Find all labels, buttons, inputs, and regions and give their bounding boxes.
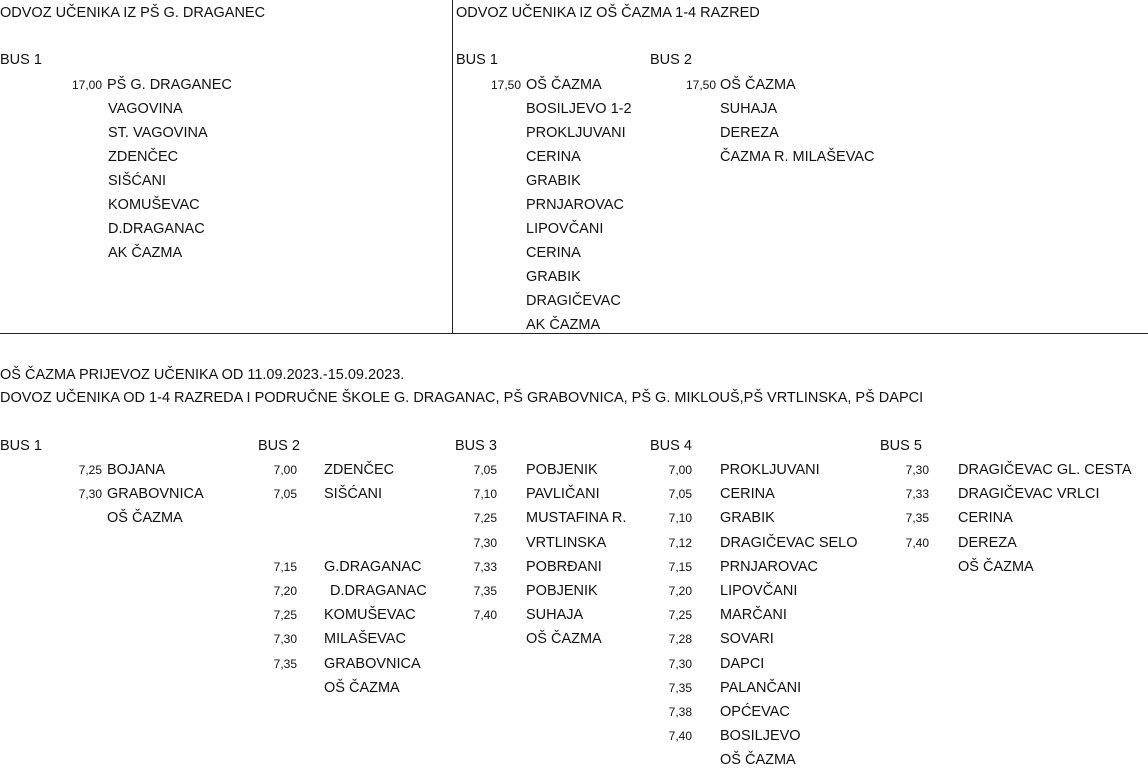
stop-time: 7,35 <box>668 680 692 695</box>
top-right-bus1-label: BUS 1 <box>456 52 498 68</box>
stop-name: GRABOVNICA <box>107 486 204 503</box>
stop-time: 7,20 <box>273 584 297 598</box>
bottom-bus2-label: BUS 2 <box>258 438 300 454</box>
stop-name: OŠ ČAZMA <box>720 77 796 93</box>
stop-time: 7,38 <box>668 705 692 719</box>
top-left-bus1-time: 17,00 <box>71 78 102 92</box>
stop-time: 7,05 <box>473 463 497 477</box>
stop-name: CERINA <box>720 486 775 503</box>
stop-name: ČAZMA R. MILAŠEVAC <box>720 149 875 165</box>
stop-name: OŠ ČAZMA <box>107 510 183 527</box>
stop-name: DEREZA <box>958 534 1017 551</box>
stop-name: G.DRAGANAC <box>324 558 422 575</box>
stop-name: MUSTAFINA R. <box>526 510 627 527</box>
bottom-heading-2: DOVOZ UČENIKA OD 1-4 RAZREDA I PODRUČNE ŠKOLE G. DRAGANAC, PŠ GRABOVNICA, PŠ G. MIKLOUŠ,PŠ VRTLINSKA, PŠ DAPCI <box>0 390 924 406</box>
stop-name: LIPOVČANI <box>526 221 604 237</box>
stop-time: 7,30 <box>473 535 497 550</box>
stop-name: PROKLJUVANI <box>526 125 626 141</box>
stop-name: PŠ G. DRAGANEC <box>107 77 232 93</box>
stop-name: CERINA <box>526 245 581 261</box>
stop-time: 7,35 <box>473 584 497 598</box>
stop-name: BOSILJEVO 1-2 <box>526 101 632 117</box>
stop-time: 7,35 <box>273 656 297 671</box>
stop-name: SIŠĆANI <box>108 173 167 189</box>
stop-time: 7,30 <box>78 487 102 502</box>
stop-name: GRABIK <box>526 173 581 189</box>
stop-name: POBJENIK <box>526 583 598 599</box>
stop-name: DRAGIČEVAC SELO <box>720 534 858 551</box>
stop-name: CERINA <box>526 149 581 165</box>
bottom-bus3-label: BUS 3 <box>455 438 497 454</box>
stop-name: MARČANI <box>720 607 787 624</box>
stop-name: SIŠĆANI <box>324 486 383 503</box>
stop-time: 7,28 <box>668 632 692 647</box>
stop-name: DAPCI <box>720 655 765 672</box>
stop-name: GRABOVNICA <box>324 655 421 672</box>
stop-name: OŠ ČAZMA <box>526 77 602 93</box>
stop-name: D.DRAGANAC <box>330 583 427 599</box>
top-right-bus2-time: 17,50 <box>685 78 716 92</box>
stop-time: 7,15 <box>668 559 692 574</box>
stop-time: 7,33 <box>473 559 497 574</box>
stop-time: 7,30 <box>905 463 929 477</box>
stop-time: 7,10 <box>473 487 497 502</box>
stop-time: 7,05 <box>273 487 297 502</box>
top-vertical-divider <box>452 0 453 333</box>
stop-time: 7,25 <box>668 608 692 623</box>
stop-name: OŠ ČAZMA <box>324 679 400 696</box>
stop-name: ZDENČEC <box>108 149 179 165</box>
stop-name: OŠ ČAZMA <box>958 558 1034 575</box>
stop-name: MILAŠEVAC <box>324 631 406 648</box>
top-right-bus1-time: 17,50 <box>490 78 521 92</box>
stop-name: OŠ ČAZMA <box>526 631 602 648</box>
stop-name: KOMUŠEVAC <box>108 197 200 213</box>
stop-name: OPĆEVAC <box>720 704 790 720</box>
stop-name: D.DRAGANAC <box>108 221 205 237</box>
stop-name: DRAGIČEVAC <box>526 293 621 309</box>
top-left-title: ODVOZ UČENIKA IZ PŠ G. DRAGANEC <box>0 5 266 21</box>
stop-name: SOVARI <box>720 631 774 648</box>
stop-time: 7,00 <box>668 463 692 477</box>
stop-time: 7,40 <box>905 535 929 550</box>
stop-time: 7,00 <box>273 463 297 477</box>
stop-name: DRAGIČEVAC VRLCI <box>958 486 1100 503</box>
stop-time: 7,05 <box>668 487 692 502</box>
stop-name: PRNJAROVAC <box>526 197 625 213</box>
stop-name: POBJENIK <box>526 462 598 478</box>
stop-time: 7,25 <box>78 463 102 477</box>
stop-time: 7,15 <box>273 559 297 574</box>
stop-time: 7,40 <box>473 608 497 623</box>
bottom-bus1-label: BUS 1 <box>0 438 42 454</box>
stop-name: AK ČAZMA <box>526 317 601 333</box>
stop-name: DRAGIČEVAC GL. CESTA <box>958 462 1132 478</box>
bottom-bus4-label: BUS 4 <box>650 438 692 454</box>
stop-name: PRNJAROVAC <box>720 558 819 575</box>
stop-name: BOJANA <box>107 462 166 478</box>
stop-time: 7,10 <box>668 511 692 526</box>
stop-name: ZDENČEC <box>324 462 395 478</box>
stop-name: PALANČANI <box>720 679 802 696</box>
stop-name: DEREZA <box>720 125 779 141</box>
stop-time: 7,35 <box>905 511 929 526</box>
stop-name: VAGOVINA <box>108 101 183 117</box>
stop-name: PAVLIČANI <box>526 486 600 503</box>
stop-name: GRABIK <box>526 269 581 285</box>
stop-time: 7,20 <box>668 584 692 598</box>
top-left-bus1-label: BUS 1 <box>0 52 42 68</box>
bottom-bus5-label: BUS 5 <box>880 438 922 454</box>
stop-time: 7,25 <box>473 511 497 526</box>
stop-name: SUHAJA <box>720 101 778 117</box>
bottom-heading-1: OŠ ČAZMA PRIJEVOZ UČENIKA OD 11.09.2023.-15.09.2023. <box>0 367 405 383</box>
stop-name: AK ČAZMA <box>108 245 183 261</box>
stop-name: OŠ ČAZMA <box>720 752 796 769</box>
stop-time: 7,33 <box>905 487 929 502</box>
stop-time: 7,25 <box>273 608 297 623</box>
stop-time: 7,30 <box>273 632 297 647</box>
stop-name: VRTLINSKA <box>526 534 607 551</box>
stop-name: CERINA <box>958 510 1013 527</box>
stop-name: GRABIK <box>720 510 775 527</box>
stop-time: 7,30 <box>668 656 692 671</box>
stop-name: BOSILJEVO <box>720 728 801 745</box>
stop-name: ST. VAGOVINA <box>108 125 208 141</box>
top-right-bus2-label: BUS 2 <box>650 52 692 68</box>
stop-name: KOMUŠEVAC <box>324 607 416 624</box>
stop-name: POBRĐANI <box>526 558 602 575</box>
stop-name: PROKLJUVANI <box>720 462 820 478</box>
stop-name: SUHAJA <box>526 607 584 624</box>
top-right-title: ODVOZ UČENIKA IZ OŠ ČAZMA 1-4 RAZRED <box>456 5 760 21</box>
stop-time: 7,12 <box>668 535 692 550</box>
stop-name: LIPOVČANI <box>720 583 798 599</box>
stop-time: 7,40 <box>668 729 692 744</box>
